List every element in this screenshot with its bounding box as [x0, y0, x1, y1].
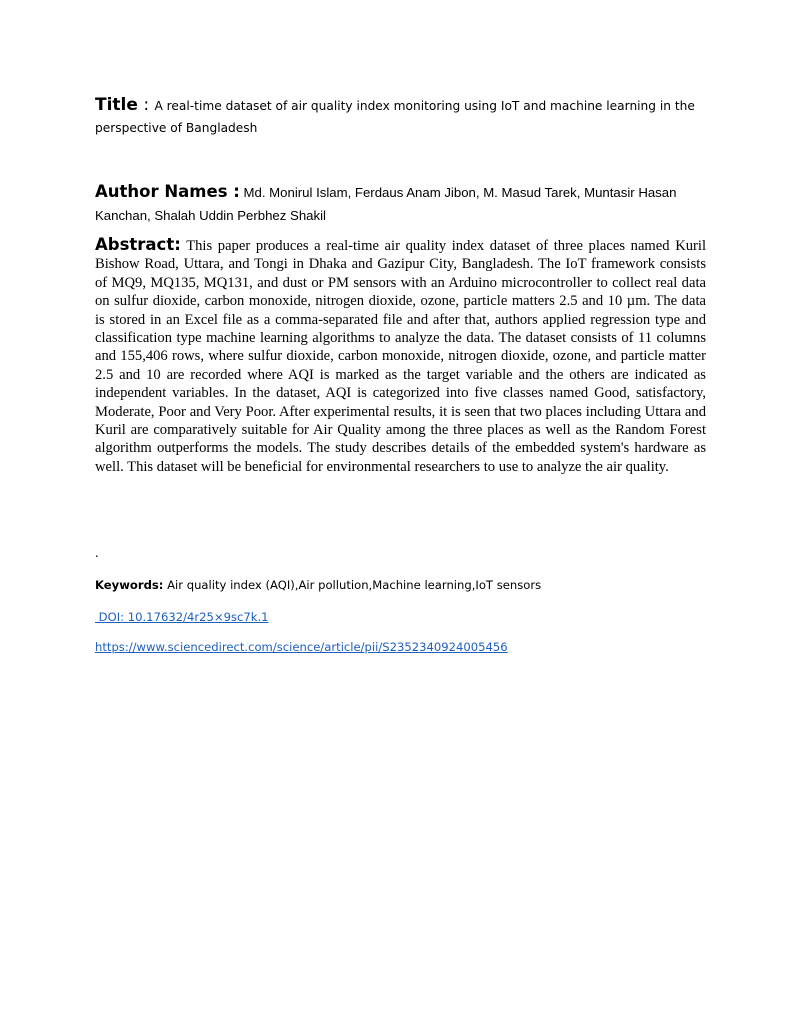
abstract-text: This paper produces a real-time air quality index dataset of three places named Kuril Bishow Road, Uttara, and Tongi in Dhaka and Gazipur City, Bangladesh. The IoT framework consists of MQ9, MQ135, MQ131, and dust or PM sensors with an Arduino microcontroller to collect real data on sulfur dioxide, carbon monoxide, nitrogen dioxide, ozone, particle matters 2.5 and 10 µm. The data is stored in an Excel file as a comma-separated file and after that, authors applied regression type and classification type machine learning algorithms to analyze the data. The dataset consists of 11 columns and 155,406 rows, where sulfur dioxide, carbon monoxide, nitrogen dioxide, ozone, and particle matter 2.5 and 10 are recorded where AQI is marked as the target variable and the others are indicated as independent variables. In the dataset, AQI is categorized into five classes named Good, satisfactory, Moderate, Poor and Very Poor. After experimental results, it is seen that two places including Uttara and Kuril are comparatively suitable for Air Quality among the three places as well as the Random Forest algorithm outperforms the models. The study describes details of the embedded system's hardware as well. This dataset will be beneficial for environmental researchers to use to analyze the air quality. — [95, 238, 706, 475]
author-names: Md. Monirul Islam, Ferdaus Anam Jibon, M. Masud Tarek, Muntasir Hasan Kanchan, Shalah Uddin Perbhez Shakil — [95, 185, 677, 223]
author-block — [95, 180, 715, 227]
title-block — [95, 94, 715, 139]
abstract-label: Abstract: — [95, 235, 181, 254]
keywords-block — [95, 576, 715, 594]
title-text: A real-time dataset of air quality index monitoring using IoT and machine learning in the perspective of Bangladesh — [95, 99, 695, 135]
stray-mark: . — [95, 546, 99, 561]
title-separator: : — [137, 95, 155, 115]
title-label: Title — [95, 95, 138, 115]
keywords-text: Air quality index (AQI),Air pollution,Machine learning,IoT sensors — [167, 578, 542, 592]
abstract-block — [95, 236, 706, 476]
article-url-link[interactable]: https://www.sciencedirect.com/science/article/pii/S2352340924005456 — [95, 640, 508, 654]
keywords-label: Keywords: — [95, 578, 164, 592]
doi-link[interactable]: DOI: 10.17632/4r25×9sc7k.1 — [95, 610, 269, 624]
author-label: Author Names : — [95, 182, 240, 201]
